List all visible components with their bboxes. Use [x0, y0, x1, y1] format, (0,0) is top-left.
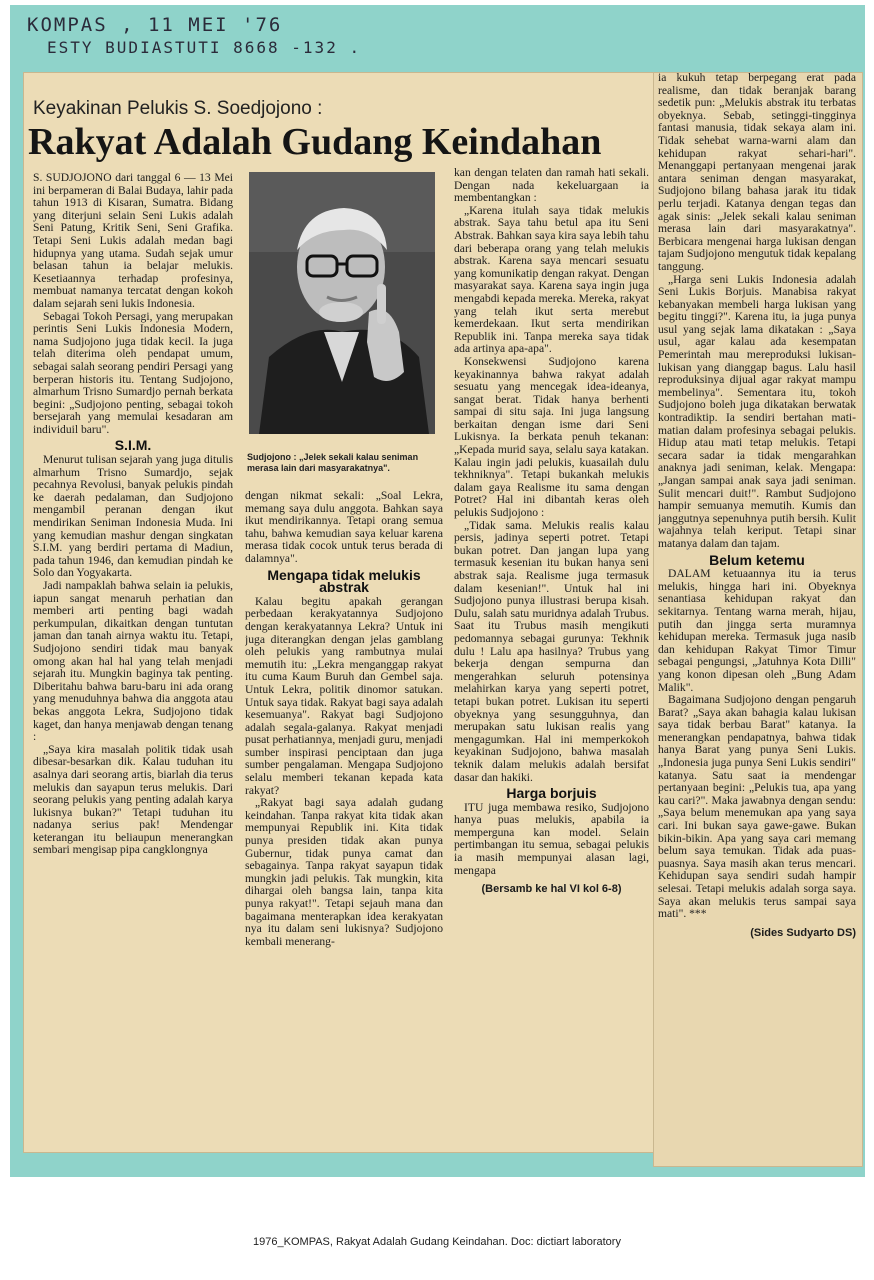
paragraph: kan dengan telaten dan ramah hati sekali. Dengan nada kekeluargaan ia membentangkan :	[454, 167, 649, 205]
subheading-mengapa: Mengapa tidak melukis abstrak	[267, 566, 421, 596]
byline: (Sides Sudyarto DS)	[750, 926, 856, 939]
paragraph: ia kukuh tetap berpegang erat pada realisme, dan tidak beranjak barang sedetik pun: „Melukis abstrak itu terbatas obyeknya. Sebab, setinggi-tingginya fantasi manusia, tidak sekaya alam ini. Tidak sehebat warna-warni alam dan kehidupan rakyat sehari-hari". Menanggapi pertanyaan mengenai jarak antara seniman dengan masyarakat, Sudjojono bilang bahasa jarak itu tidak perlu terjadi. Katanya dengan tegas dan agak sinis: „Jelek sekali kalau seniman merasa lain dari masyarakatnya". Berbicara mengenai harga lukisan dengan tajam Sudjojono mengutuk tidak kepalang tanggung.	[658, 72, 856, 273]
article-column-1	[33, 172, 233, 1142]
paragraph: Menurut tulisan sejarah yang juga ditulis almarhum Trisno Sumardjo, sejak pecahnya Revolusi, banyak pelukis pindah ke daerah pedalaman, dan Sudjojono mengambil peranan dengan ikut mendirikan Seniman Indonesia Muda. Ini yang kemudian mashur dengan singkatan S.I.M. yang berdiri pertama di Madiun, pada tahun 1946, dan kemudian pindah ke Solo dan Yogyakarta.	[33, 453, 233, 580]
article-kicker: Keyakinan Pelukis S. Soedjojono :	[33, 98, 323, 119]
article-column-4	[658, 72, 856, 1162]
photo-caption: Sudjojono : „Jelek sekali kalau seniman merasa lain dari masyarakatnya".	[247, 452, 419, 473]
paragraph: „Saya kira masalah politik tidak usah dibesar-besarkan dik. Kalau tuduhan itu asalnya dari seorang artis, biarlah dia terus melukis dan sayapun terus melukis. Dari seorang pelukis yang penting adalah karya lukisnya bukan?" Tetapi tuduhan itu nadanya serius pak! Mendengar keterangan itu beliaupun menerangkan sembari mengisap pipa cangklongnya	[33, 742, 233, 857]
paragraph: „Rakyat bagi saya adalah gudang keindahan. Tanpa rakyat kita tidak akan mempunyai Republik ini. Kita tidak punya presiden tidak akan punya Gubernur, tidak punya camat dan sebagainya. Tanpa rakyat sayapun tidak mungkin jadi pelukis. Tak mungkin, kita dihargai oleh bangsa lain, tanpa kita punya rakyat!". Tetapi sejauh mana dan bagaimana menterapkan idea kerakyatan nya itu dalam seni lukisnya? Sudjojono kembali menerang-	[245, 796, 443, 948]
handwritten-date: KOMPAS , 11 MEI '76	[27, 14, 283, 36]
document-footer: 1976_KOMPAS, Rakyat Adalah Gudang Keindahan. Doc: dictiart laboratory	[253, 1236, 621, 1248]
article-headline: Rakyat Adalah Gudang Keindahan	[28, 121, 602, 163]
article-column-2	[245, 490, 443, 1145]
paragraph: Sebagai Tokoh Persagi, yang merupakan perintis Seni Lukis Indonesia Modern, nama Sudjojono juga tidak kecil. Ia juga telah diterima oleh pendapat umum, sebagai salah seorang pendiri Persagi yang berperan historis itu. Tentang Sudjojono, almarhum Trisno Sumardjo pernah berkata begini: „Sudjojono penting, sebagai tokoh bersejarah yang memulai kesadaran am individuil baru".	[33, 309, 233, 436]
handwritten-archive-note: ESTY BUDIASTUTI 8668 -132 .	[47, 38, 362, 57]
subheading-belum: Belum ketemu	[709, 551, 805, 568]
paragraph: Konsekwensi Sudjojono karena keyakinannya bahwa rakyat adalah sesuatu yang mencegak idea-ideanya, sangat berat. Tidak hanya berhenti sampai di situ saja. Ini juga langsung berkaitan dengan isme dari Seni Lukisnya. Ia berkata penuh tekanan: „Kepada murid saya, selalu saya katakan. Kalau ingin jadi pelukis, kuasailah dulu tekhniknya". Tetapi bukankah melukis dalam gaya Realisme itu sama dengan Potret? Hal ini dibantah keras oleh pelukis Sudjojono :	[454, 354, 649, 520]
paragraph: Bagaimana Sudjojono dengan pengaruh Barat? „Saya akan bahagia kalau lukisan saya tidak berbau Barat" katanya. Ia menerangkan pendapatnya, bahwa tidak hanya Barat yang punya Seni Lukis. „Indonesia juga punya Seni Lukis sendiri" katanya. Satu saat ia mendengar pertanyaan begini: „Pelukis tua, apa yang kau cari?". Maka jawabnya dengan sendu: „Saya belum menemukan apa yang saya cari. Ini bukan saya gawe-gawe. Bukan bikin-bikin. Apa yang saya cari memang belum saya temukan. Tidak ada puas-puasnya. Saya masih akan terus mencari. Kehidupan saya sendiri sudah hampir selesai. Tetapi melukis adalah sorga saya. Saya akan melukis terus sampai saya mati". ***	[658, 693, 856, 921]
paragraph: „Harga seni Lukis Indonesia adalah Seni Lukis Borjuis. Manabisa rakyat kebanyakan membeli harga lukisan yang begitu tinggi?". Karena itu, ia juga punya usul yang sejak lama dikatakan : „Saya usul, agar kalau ada kesempatan Pemerintah mau mereproduksi lukisan-lukisan yang dianggap bagus. Lalu hasil reproduksinya dijual agar rakyat mampu membelinya". Sementara itu, tokoh Sudjojono boleh juga dikatakan berwatak kontradiktip. Ia sendiri bertahan mati-matian dalam profesinya sebagai pelukis. Hidup atau mati tetap melukis. Tetapi secara sadar ia tidak mengarahkan anaknya jadi seniman, kelak. Mengapa: „Jangan sampai anak saya jadi seniman. Sulit mencari duit!". Rambut Sudjojono hampir semuanya memutih. Kumis dan janggutnya sepenuhnya putih bersih. Kulit wajahnya telah keriput. Tetapi sinar matanya dalam dan tajam.	[658, 272, 856, 550]
portrait-photo	[249, 172, 435, 434]
paragraph: Kalau begitu apakah gerangan perbedaan kerakyatannya Sudjojono dengan kerakyatannya Lekra? Untuk ini juga diterangkan dengan jelas gamblang oleh pelukis yang rambutnya mulai memutih itu: „Lekra menganggap rakyat itu cuma Kaum Buruh dan Gembel saja. Untuk Lekra, politik dinomor satukan. Untuk saya tidak. Rakyat bagi saya adalah kesemuanya". Rakyat bagi Sudjojono adalah segala-galanya. Rakyat menjadi pusat perhatiannya, menjadi guru, menjadi sumber inspirasi penciptaan dan juga sumber pengalaman. Mengapa Sudjojono selalu memberi tekanan kepada kata rakyat?	[245, 594, 443, 797]
subheading-sim: S.I.M.	[114, 437, 152, 454]
paragraph: dengan nikmat sekali: „Soal Lekra, memang saya dulu anggota. Bahkan saya ikut mendirikannya. Tetapi orang semua tahu, bahwa kemudian saya keluar karena merasa tidak cocok untuk terus berada di dalamnya".	[245, 490, 443, 565]
paragraph: S. SUDJOJONO dari tanggal 6 — 13 Mei ini berpameran di Balai Budaya, lahir pada tahun 1913 di Kisaran, Sumatra. Bidang yang diterjuni selain Seni Lukis adalah Seni Patung, Kritik Seni, Seni Grafika. Tetapi Seni Lukis adalah medan bagi hidupnya yang utama. Sudah sejak umur belasan tahun ia belajar melukis. Kesetiaannya terhadap profesinya, membuat namanya tercatat dengan kokoh dalam sejarah seni lukis Indonesia.	[33, 172, 233, 310]
paragraph: Jadi nampaklah bahwa selain ia pelukis, iapun sangat menaruh perhatian dan memberi arti penting bagi wadah perkumpulan, dikaitkan dengan tuntutan jaman dan tanah airnya waktu itu. Tetapi, Sudjojono sendiri tidak mau banyak omong akan hal hal yang telah menjadi sejarah itu. Mungkin baginya tak penting. Diberitahu bahwa baru-baru ini ada orang yang menuduhnya bahwa dia anggota atau bekas anggota Lekra, Sudjojono tidak kaget, dan hanya menjawab dengan tenang :	[33, 579, 233, 744]
paragraph: „Tidak sama. Melukis realis kalau persis, jadinya seperti potret. Tetapi bukan potret. Dan jangan lupa yang termasuk kesenian itu bukan hanya seni abstrak saja. Realisme juga termasuk dalam kesenian!". Untuk hal ini Sudjojono punya illustrasi berupa kisah. Dulu, salah satu muridnya adalah Trubus. Saat itu Trubus masih mengikuti pedomannya sebagai gurunya: Tekhnik dulu ! Lalu apa hasilnya? Trubus yang bekerja dengan sempurna dan mengerahkan seluruh potensinya melahirkan karya yang seperti potret, tetapi bukan potret. Lukisan itu seperti obyeknya yang sesungguhnya, dan merupakan satu lukisan realis yang mengagumkan. Hal ini memperkokoh keyakinan Sudjojono, bahwa masalah teknik dalam melukis adalah bersifat dasar dan hakiki.	[454, 518, 649, 784]
subheading-harga: Harga borjuis	[506, 785, 597, 802]
paragraph: ITU juga membawa resiko, Sudjojono hanya puas melukis, apabila ia memperguna kan model. Selain pertimbangan itu semua, sebagai pelukis ia masih mempunyai alasan lagi, mengapa	[454, 800, 649, 877]
article-column-3	[454, 167, 649, 1142]
portrait-illustration	[249, 172, 435, 434]
paragraph: DALAM ketuaannya itu ia terus melukis, hingga hari ini. Obyeknya senantiasa kehidupan rakyat dan sekitarnya. Tentang warna merah, hijau, putih dan jingga serta muramnya kehidupan mereka. Termasuk juga nasib dan kehidupan Rakyat Timor Timur sebagai pengungsi, „Jatuhnya Kota Dilli" yang konon dipesan oleh „Bung Adam Malik".	[658, 567, 856, 694]
continued-note: (Bersamb ke hal VI kol 6-8)	[481, 883, 622, 896]
paragraph: „Karena itulah saya tidak melukis abstrak. Saya tahu betul apa itu Seni Abstrak. Bahkan saya kira saya lebih tahu dari beberapa orang yang telah melukis abstrak. Karena saya mencari sesuatu yang komunikatip dengan rakyat. Dengan masyarakat saya. Karena saya ingin juga mengabdi kepada mereka. Mereka, rakyat yang telah ikut serta merebut kemerdekaan. Ikut serta mendirikan Republik ini. Tanpa mereka saya tidak ada artinya apa-apa".	[454, 203, 649, 356]
